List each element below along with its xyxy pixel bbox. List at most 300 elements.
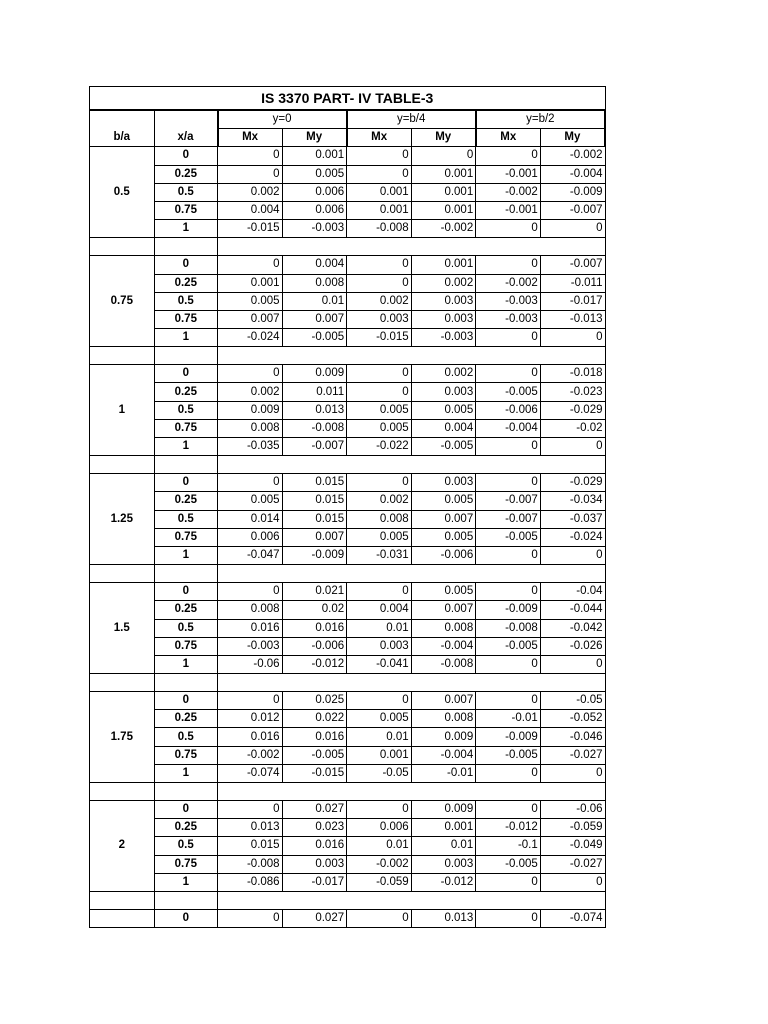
mx-value: 0.01 <box>347 728 412 746</box>
mx-value: 0.005 <box>218 492 283 510</box>
ba-value <box>90 909 155 927</box>
xa-value: 0.75 <box>154 419 217 437</box>
table-row <box>90 546 606 564</box>
xa-value: 0 <box>154 256 217 274</box>
mx-value: -0.041 <box>347 655 412 673</box>
mx-value: 0.003 <box>347 310 412 328</box>
my-value: -0.049 <box>540 837 605 855</box>
my-value: -0.01 <box>411 764 476 782</box>
header-mx: Mx <box>347 129 412 147</box>
table-row <box>90 510 606 528</box>
title-row <box>90 87 606 111</box>
mx-value: 0 <box>476 655 541 673</box>
mx-value: 0 <box>347 474 412 492</box>
my-value: -0.027 <box>540 855 605 873</box>
mx-value: 0 <box>347 256 412 274</box>
xa-value: 0.5 <box>154 183 217 201</box>
spacer-row <box>90 565 606 583</box>
my-value: 0.01 <box>282 292 347 310</box>
xa-value: 0.75 <box>154 855 217 873</box>
mx-value: -0.002 <box>476 274 541 292</box>
my-value: 0.022 <box>282 710 347 728</box>
xa-value: 1 <box>154 546 217 564</box>
my-value: 0.016 <box>282 728 347 746</box>
mx-value: 0.008 <box>347 510 412 528</box>
my-value: 0.009 <box>411 728 476 746</box>
my-value: 0.004 <box>282 256 347 274</box>
xa-value: 0.25 <box>154 492 217 510</box>
blank-cell <box>154 456 217 474</box>
mx-value: -0.01 <box>476 710 541 728</box>
my-value: 0.002 <box>411 365 476 383</box>
my-value: 0.001 <box>411 183 476 201</box>
mx-value: -0.074 <box>218 764 283 782</box>
my-value: -0.005 <box>282 746 347 764</box>
mx-value: 0.002 <box>218 183 283 201</box>
xa-value: 0.75 <box>154 528 217 546</box>
xa-value: 0 <box>154 909 217 927</box>
my-value: 0.015 <box>282 510 347 528</box>
my-value: 0 <box>540 764 605 782</box>
mx-value: 0.001 <box>218 274 283 292</box>
my-value: 0.025 <box>282 692 347 710</box>
my-value: -0.029 <box>540 474 605 492</box>
my-value: 0.007 <box>411 510 476 528</box>
table-row <box>90 855 606 873</box>
table-row <box>90 873 606 891</box>
my-value: 0.013 <box>411 909 476 927</box>
mx-value: -0.015 <box>218 220 283 238</box>
spacer-row <box>90 238 606 256</box>
xa-value: 0 <box>154 147 217 165</box>
mx-value: 0 <box>476 583 541 601</box>
table-row <box>90 183 606 201</box>
blank-cell <box>90 238 155 256</box>
ba-value: 1.5 <box>90 583 155 674</box>
xa-value: 0 <box>154 801 217 819</box>
xa-value: 0.5 <box>154 510 217 528</box>
blank-cell <box>154 674 217 692</box>
mx-value: -0.012 <box>476 819 541 837</box>
my-value: -0.007 <box>540 201 605 219</box>
xa-value: 0.75 <box>154 201 217 219</box>
mx-value: 0.01 <box>347 837 412 855</box>
my-value: -0.015 <box>282 764 347 782</box>
mx-value: -0.003 <box>476 292 541 310</box>
mx-value: 0.012 <box>218 710 283 728</box>
mx-value: -0.007 <box>476 492 541 510</box>
mx-value: 0 <box>476 474 541 492</box>
mx-value: 0.001 <box>347 183 412 201</box>
my-value: -0.027 <box>540 746 605 764</box>
my-value: 0.02 <box>282 601 347 619</box>
blank-cell <box>154 238 217 256</box>
my-value: 0.016 <box>282 619 347 637</box>
my-value: -0.012 <box>411 873 476 891</box>
table-title: IS 3370 PART- IV TABLE-3 <box>90 87 606 111</box>
mx-value: 0.005 <box>347 419 412 437</box>
my-value: 0.007 <box>282 528 347 546</box>
table-row <box>90 764 606 782</box>
ba-value: 1.75 <box>90 692 155 783</box>
mx-value: 0 <box>218 909 283 927</box>
ba-value: 1.25 <box>90 474 155 565</box>
mx-value: 0 <box>476 256 541 274</box>
mx-value: -0.003 <box>476 310 541 328</box>
spreadsheet-table-container <box>89 86 606 928</box>
table-row <box>90 220 606 238</box>
my-value: -0.012 <box>282 655 347 673</box>
my-value: 0.01 <box>411 837 476 855</box>
my-value: 0.007 <box>411 692 476 710</box>
my-value: 0.001 <box>411 165 476 183</box>
my-value: 0.007 <box>282 310 347 328</box>
blank-cell <box>154 347 217 365</box>
my-value: -0.008 <box>282 419 347 437</box>
mx-value: 0.005 <box>347 401 412 419</box>
my-value: 0.004 <box>411 419 476 437</box>
my-value: 0.003 <box>411 292 476 310</box>
spacer-row <box>90 891 606 909</box>
spacer-row <box>90 456 606 474</box>
my-value: 0.008 <box>411 619 476 637</box>
xa-value: 1 <box>154 764 217 782</box>
header-my: My <box>282 129 347 147</box>
blank-cell <box>218 565 605 583</box>
my-value: -0.029 <box>540 401 605 419</box>
blank-cell <box>90 565 155 583</box>
my-value: -0.017 <box>540 292 605 310</box>
mx-value: 0.004 <box>347 601 412 619</box>
table-row <box>90 655 606 673</box>
my-value: 0.008 <box>282 274 347 292</box>
mx-value: -0.047 <box>218 546 283 564</box>
blank-cell <box>90 891 155 909</box>
my-value: -0.059 <box>540 819 605 837</box>
mx-value: -0.005 <box>476 528 541 546</box>
mx-value: 0 <box>476 692 541 710</box>
mx-value: 0.006 <box>347 819 412 837</box>
mx-value: -0.001 <box>476 201 541 219</box>
my-value: -0.004 <box>411 746 476 764</box>
mx-value: -0.05 <box>347 764 412 782</box>
mx-value: -0.009 <box>476 728 541 746</box>
xa-value: 0.75 <box>154 637 217 655</box>
my-value: 0.001 <box>411 819 476 837</box>
mx-value: 0.015 <box>218 837 283 855</box>
my-value: 0.013 <box>282 401 347 419</box>
xa-value: 1 <box>154 438 217 456</box>
table-row <box>90 601 606 619</box>
mx-value: 0.008 <box>218 419 283 437</box>
mx-value: -0.001 <box>476 165 541 183</box>
my-value: -0.023 <box>540 383 605 401</box>
header-my: My <box>411 129 476 147</box>
my-value: -0.004 <box>411 637 476 655</box>
mx-value: 0.014 <box>218 510 283 528</box>
mx-value: 0 <box>347 801 412 819</box>
mx-value: 0.01 <box>347 619 412 637</box>
my-value: -0.052 <box>540 710 605 728</box>
table-row <box>90 837 606 855</box>
mx-value: 0 <box>476 365 541 383</box>
blank-cell <box>218 674 605 692</box>
mx-value: 0.016 <box>218 728 283 746</box>
my-value: 0.002 <box>411 274 476 292</box>
group-header-spacer <box>90 110 155 129</box>
spacer-row <box>90 783 606 801</box>
my-value: 0.005 <box>411 401 476 419</box>
my-value: -0.005 <box>411 438 476 456</box>
mx-value: -0.06 <box>218 655 283 673</box>
table-row <box>90 528 606 546</box>
mx-value: 0 <box>218 165 283 183</box>
xa-value: 0.5 <box>154 619 217 637</box>
blank-cell <box>90 347 155 365</box>
my-value: -0.02 <box>540 419 605 437</box>
mx-value: -0.031 <box>347 546 412 564</box>
my-value: -0.017 <box>282 873 347 891</box>
ba-value: 2 <box>90 801 155 892</box>
mx-value: 0 <box>476 147 541 165</box>
mx-value: -0.008 <box>218 855 283 873</box>
table-row <box>90 474 606 492</box>
mx-value: 0 <box>218 474 283 492</box>
my-value: 0.001 <box>411 201 476 219</box>
mx-value: 0 <box>347 147 412 165</box>
my-value: 0.005 <box>282 165 347 183</box>
my-value: 0.003 <box>411 310 476 328</box>
blank-cell <box>90 674 155 692</box>
mx-value: 0 <box>476 801 541 819</box>
xa-value: 1 <box>154 873 217 891</box>
my-value: 0.011 <box>282 383 347 401</box>
my-value: 0.015 <box>282 492 347 510</box>
mx-value: 0 <box>218 147 283 165</box>
column-header-row <box>90 129 606 147</box>
xa-value: 0.25 <box>154 601 217 619</box>
my-value: -0.044 <box>540 601 605 619</box>
header-mx: Mx <box>218 129 283 147</box>
mx-value: 0.008 <box>218 601 283 619</box>
my-value: 0 <box>540 655 605 673</box>
mx-value: 0.002 <box>347 492 412 510</box>
mx-value: -0.015 <box>347 329 412 347</box>
mx-value: 0.007 <box>218 310 283 328</box>
xa-value: 0 <box>154 583 217 601</box>
my-value: -0.008 <box>411 655 476 673</box>
my-value: 0.027 <box>282 801 347 819</box>
group-header-y0: y=0 <box>218 110 347 129</box>
my-value: 0.005 <box>411 583 476 601</box>
my-value: 0.009 <box>282 365 347 383</box>
mx-value: 0 <box>218 583 283 601</box>
spacer-row <box>90 674 606 692</box>
mx-value: -0.003 <box>218 637 283 655</box>
my-value: 0.021 <box>282 583 347 601</box>
my-value: -0.003 <box>411 329 476 347</box>
xa-value: 0.5 <box>154 401 217 419</box>
xa-value: 0 <box>154 365 217 383</box>
table-row <box>90 401 606 419</box>
table-row <box>90 583 606 601</box>
mx-value: -0.035 <box>218 438 283 456</box>
mx-value: -0.007 <box>476 510 541 528</box>
my-value: 0.023 <box>282 819 347 837</box>
mx-value: -0.005 <box>476 855 541 873</box>
mx-value: 0.016 <box>218 619 283 637</box>
mx-value: 0 <box>347 365 412 383</box>
mx-value: -0.008 <box>476 619 541 637</box>
header-my: My <box>540 129 605 147</box>
table-row <box>90 637 606 655</box>
my-value: 0.001 <box>411 256 476 274</box>
table-row <box>90 819 606 837</box>
table-row <box>90 692 606 710</box>
mx-value: -0.005 <box>476 383 541 401</box>
my-value: 0.003 <box>282 855 347 873</box>
my-value: -0.034 <box>540 492 605 510</box>
my-value: -0.037 <box>540 510 605 528</box>
table-row <box>90 310 606 328</box>
my-value: -0.074 <box>540 909 605 927</box>
my-value: 0 <box>540 438 605 456</box>
my-value: 0.003 <box>411 474 476 492</box>
mx-value: 0 <box>476 873 541 891</box>
my-value: 0.016 <box>282 837 347 855</box>
mx-value: -0.059 <box>347 873 412 891</box>
table-row <box>90 728 606 746</box>
xa-value: 0.25 <box>154 710 217 728</box>
mx-value: -0.002 <box>476 183 541 201</box>
my-value: 0 <box>540 546 605 564</box>
my-value: -0.009 <box>282 546 347 564</box>
my-value: 0.006 <box>282 183 347 201</box>
mx-value: 0 <box>218 692 283 710</box>
my-value: 0 <box>540 220 605 238</box>
table-row <box>90 274 606 292</box>
my-value: -0.026 <box>540 637 605 655</box>
group-header-yb4: y=b/4 <box>347 110 476 129</box>
my-value: 0 <box>411 147 476 165</box>
my-value: 0.006 <box>282 201 347 219</box>
xa-value: 1 <box>154 655 217 673</box>
mx-value: -0.1 <box>476 837 541 855</box>
my-value: 0 <box>540 873 605 891</box>
mx-value: 0 <box>218 801 283 819</box>
my-value: 0 <box>540 329 605 347</box>
my-value: -0.04 <box>540 583 605 601</box>
blank-cell <box>218 456 605 474</box>
table-row <box>90 492 606 510</box>
mx-value: 0.001 <box>347 201 412 219</box>
table-row <box>90 746 606 764</box>
mx-value: 0 <box>347 383 412 401</box>
moment-coefficient-table <box>89 86 606 928</box>
header-mx: Mx <box>476 129 541 147</box>
my-value: 0.001 <box>282 147 347 165</box>
blank-cell <box>154 783 217 801</box>
table-row <box>90 909 606 927</box>
my-value: -0.006 <box>411 546 476 564</box>
table-row <box>90 256 606 274</box>
my-value: -0.002 <box>411 220 476 238</box>
my-value: -0.024 <box>540 528 605 546</box>
blank-cell <box>90 456 155 474</box>
mx-value: -0.006 <box>476 401 541 419</box>
my-value: -0.009 <box>540 183 605 201</box>
my-value: -0.007 <box>282 438 347 456</box>
ba-value: 1 <box>90 365 155 456</box>
mx-value: -0.008 <box>347 220 412 238</box>
mx-value: 0.005 <box>218 292 283 310</box>
mx-value: 0.004 <box>218 201 283 219</box>
mx-value: 0 <box>347 583 412 601</box>
mx-value: -0.022 <box>347 438 412 456</box>
mx-value: 0 <box>218 365 283 383</box>
my-value: 0.003 <box>411 855 476 873</box>
xa-value: 0.5 <box>154 728 217 746</box>
my-value: 0.027 <box>282 909 347 927</box>
mx-value: 0 <box>476 329 541 347</box>
mx-value: -0.086 <box>218 873 283 891</box>
table-row <box>90 165 606 183</box>
mx-value: -0.002 <box>218 746 283 764</box>
mx-value: 0 <box>476 909 541 927</box>
spacer-row <box>90 347 606 365</box>
mx-value: -0.002 <box>347 855 412 873</box>
my-value: 0.003 <box>411 383 476 401</box>
my-value: -0.011 <box>540 274 605 292</box>
header-xa: x/a <box>154 129 217 147</box>
mx-value: 0.002 <box>218 383 283 401</box>
table-row <box>90 201 606 219</box>
xa-value: 0.25 <box>154 165 217 183</box>
mx-value: -0.005 <box>476 637 541 655</box>
blank-cell <box>218 347 605 365</box>
group-header-yb2: y=b/2 <box>476 110 605 129</box>
table-row <box>90 710 606 728</box>
mx-value: 0 <box>347 692 412 710</box>
mx-value: -0.005 <box>476 746 541 764</box>
my-value: 0.005 <box>411 528 476 546</box>
my-value: -0.002 <box>540 147 605 165</box>
mx-value: -0.024 <box>218 329 283 347</box>
mx-value: 0.006 <box>218 528 283 546</box>
my-value: 0.005 <box>411 492 476 510</box>
my-value: -0.004 <box>540 165 605 183</box>
my-value: 0.015 <box>282 474 347 492</box>
blank-cell <box>154 891 217 909</box>
mx-value: 0.005 <box>347 710 412 728</box>
group-header-row <box>90 110 606 129</box>
my-value: 0.009 <box>411 801 476 819</box>
mx-value: 0.009 <box>218 401 283 419</box>
mx-value: 0.013 <box>218 819 283 837</box>
xa-value: 0.25 <box>154 274 217 292</box>
table-row <box>90 438 606 456</box>
my-value: -0.042 <box>540 619 605 637</box>
mx-value: 0 <box>347 165 412 183</box>
blank-cell <box>90 783 155 801</box>
table-row <box>90 147 606 165</box>
xa-value: 0.5 <box>154 292 217 310</box>
my-value: -0.018 <box>540 365 605 383</box>
xa-value: 0.5 <box>154 837 217 855</box>
my-value: 0.008 <box>411 710 476 728</box>
mx-value: -0.004 <box>476 419 541 437</box>
table-row <box>90 329 606 347</box>
